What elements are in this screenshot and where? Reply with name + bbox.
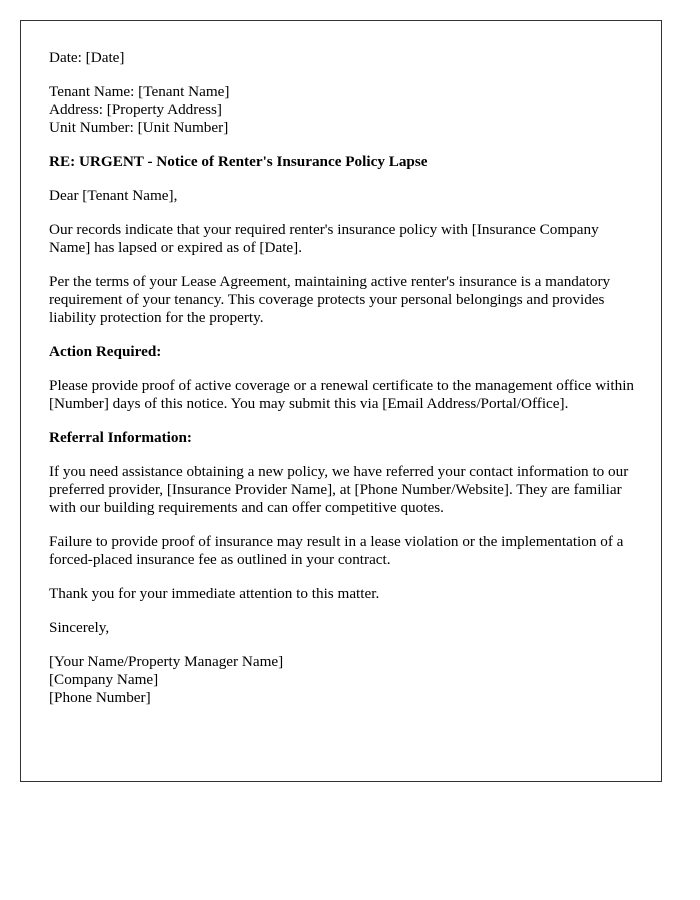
signature-phone: [Phone Number] bbox=[49, 689, 151, 706]
date-line: Date: [Date] bbox=[49, 49, 125, 66]
tenant-name-line: Tenant Name: [Tenant Name] bbox=[49, 83, 230, 100]
letter-container bbox=[20, 20, 662, 782]
subject-line: RE: URGENT - Notice of Renter's Insurance Policy Lapse bbox=[49, 153, 428, 170]
signature-name: [Your Name/Property Manager Name] bbox=[49, 653, 284, 670]
recipient-block bbox=[49, 83, 639, 137]
paragraph-action-required: Please provide proof of active coverage or a renewal certificate to the management office within [Number] days of this notice. You may submit this via [Email Address/Portal/Office]. bbox=[49, 377, 635, 412]
letter-body bbox=[49, 49, 639, 723]
signature-block bbox=[49, 653, 639, 707]
closing: Sincerely, bbox=[49, 619, 110, 636]
referral-information-heading: Referral Information: bbox=[49, 429, 192, 446]
paragraph-referral: If you need assistance obtaining a new policy, we have referred your contact information to our preferred provider, [Insurance Provider Name], at [Phone Number/Website]. They are familiar with our building requirements and can offer competitive quotes. bbox=[49, 463, 629, 516]
address-line: Address: [Property Address] bbox=[49, 101, 222, 118]
signature-company: [Company Name] bbox=[49, 671, 159, 688]
salutation: Dear [Tenant Name], bbox=[49, 187, 178, 204]
action-required-heading: Action Required: bbox=[49, 343, 162, 360]
unit-number-line: Unit Number: [Unit Number] bbox=[49, 119, 229, 136]
paragraph-failure-warning: Failure to provide proof of insurance may result in a lease violation or the implementation of a forced-placed insurance fee as outlined in your contract. bbox=[49, 533, 624, 568]
paragraph-records: Our records indicate that your required renter's insurance policy with [Insurance Company Name] has lapsed or expired as of [Date]. bbox=[49, 221, 599, 256]
paragraph-lease-terms: Per the terms of your Lease Agreement, maintaining active renter's insurance is a mandatory requirement of your tenancy. This coverage protects your personal belongings and provides liability protection for the property. bbox=[49, 273, 611, 326]
paragraph-thanks: Thank you for your immediate attention to this matter. bbox=[49, 585, 380, 602]
